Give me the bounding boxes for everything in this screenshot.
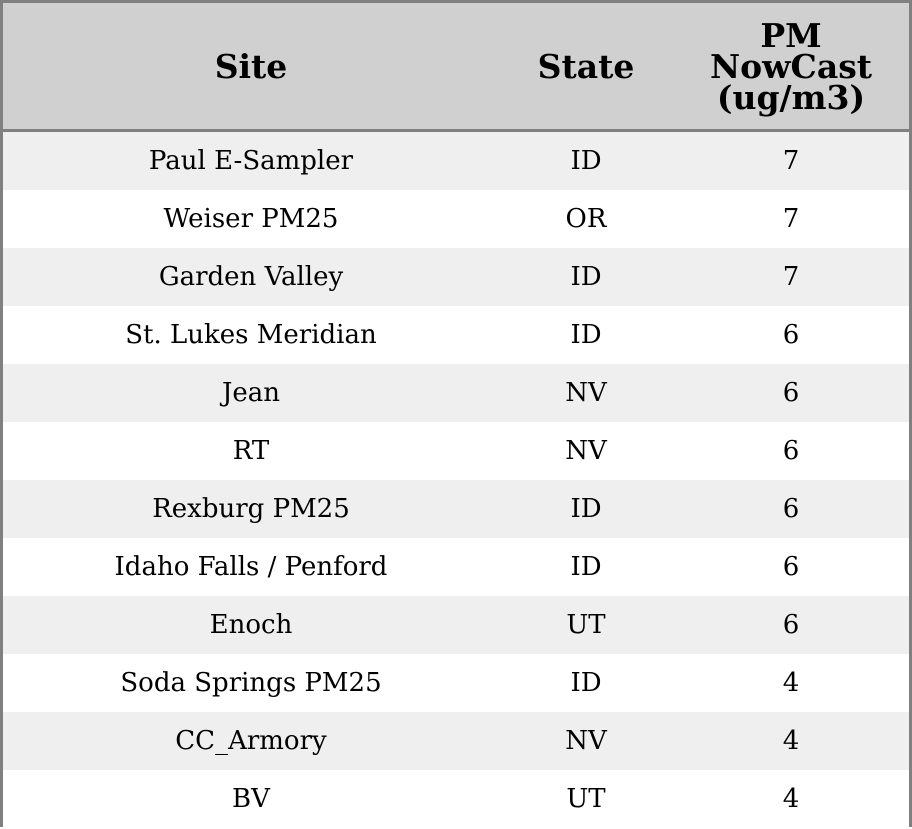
pm-nowcast-cell: 6 — [782, 436, 800, 466]
site-cell: Idaho Falls / Penford — [114, 552, 388, 582]
table-body — [3, 132, 909, 829]
state-cell: ID — [570, 146, 602, 176]
state-cell: ID — [570, 552, 602, 582]
state-cell: ID — [570, 320, 602, 350]
pm-nowcast-cell: 6 — [782, 320, 800, 350]
pm-nowcast-cell: 7 — [782, 146, 800, 176]
pm-nowcast-cell: 6 — [782, 610, 800, 640]
table-row — [3, 654, 909, 712]
table-header-row — [3, 3, 909, 132]
state-cell: UT — [566, 610, 606, 640]
table-row — [3, 190, 909, 248]
column-header-state — [499, 3, 673, 129]
column-header-line: Site — [214, 46, 288, 86]
state-cell: NV — [565, 726, 607, 756]
site-cell: Enoch — [209, 610, 293, 640]
pm-nowcast-cell: 6 — [782, 552, 800, 582]
pm-nowcast-cell: 4 — [782, 784, 800, 814]
pm-nowcast-cell: 6 — [782, 378, 800, 408]
site-cell: Rexburg PM25 — [152, 494, 350, 524]
table-row — [3, 770, 909, 829]
site-cell: RT — [232, 436, 270, 466]
state-cell: ID — [570, 668, 602, 698]
table-row — [3, 248, 909, 306]
column-header-site — [3, 3, 499, 129]
column-header-pm-nowcast — [673, 3, 909, 129]
pm-nowcast-cell: 6 — [782, 494, 800, 524]
table-row — [3, 364, 909, 422]
column-header-line: (ug/m3) — [716, 77, 866, 117]
site-cell: Paul E-Sampler — [148, 146, 354, 176]
site-cell: BV — [232, 784, 270, 814]
table-row — [3, 480, 909, 538]
column-header-line: State — [537, 46, 635, 86]
pm-nowcast-cell: 4 — [782, 668, 800, 698]
site-cell: CC_Armory — [175, 726, 327, 756]
state-cell: OR — [565, 204, 607, 234]
pm-nowcast-cell: 7 — [782, 204, 800, 234]
column-header-line: NowCast — [709, 46, 873, 86]
table-row — [3, 712, 909, 770]
site-cell: Weiser PM25 — [163, 204, 339, 234]
table-row — [3, 306, 909, 364]
state-cell: ID — [570, 262, 602, 292]
pm-nowcast-cell: 4 — [782, 726, 800, 756]
table-row — [3, 132, 909, 190]
table-row — [3, 596, 909, 654]
table-row — [3, 538, 909, 596]
pm-nowcast-cell: 7 — [782, 262, 800, 292]
state-cell: UT — [566, 784, 606, 814]
state-cell: ID — [570, 494, 602, 524]
column-header-line: PM — [760, 15, 822, 55]
state-cell: NV — [565, 436, 607, 466]
state-cell: NV — [565, 378, 607, 408]
site-cell: Soda Springs PM25 — [120, 668, 382, 698]
site-cell: Jean — [221, 378, 281, 408]
site-cell: Garden Valley — [158, 262, 344, 292]
site-cell: St. Lukes Meridian — [125, 320, 377, 350]
table-row — [3, 422, 909, 480]
